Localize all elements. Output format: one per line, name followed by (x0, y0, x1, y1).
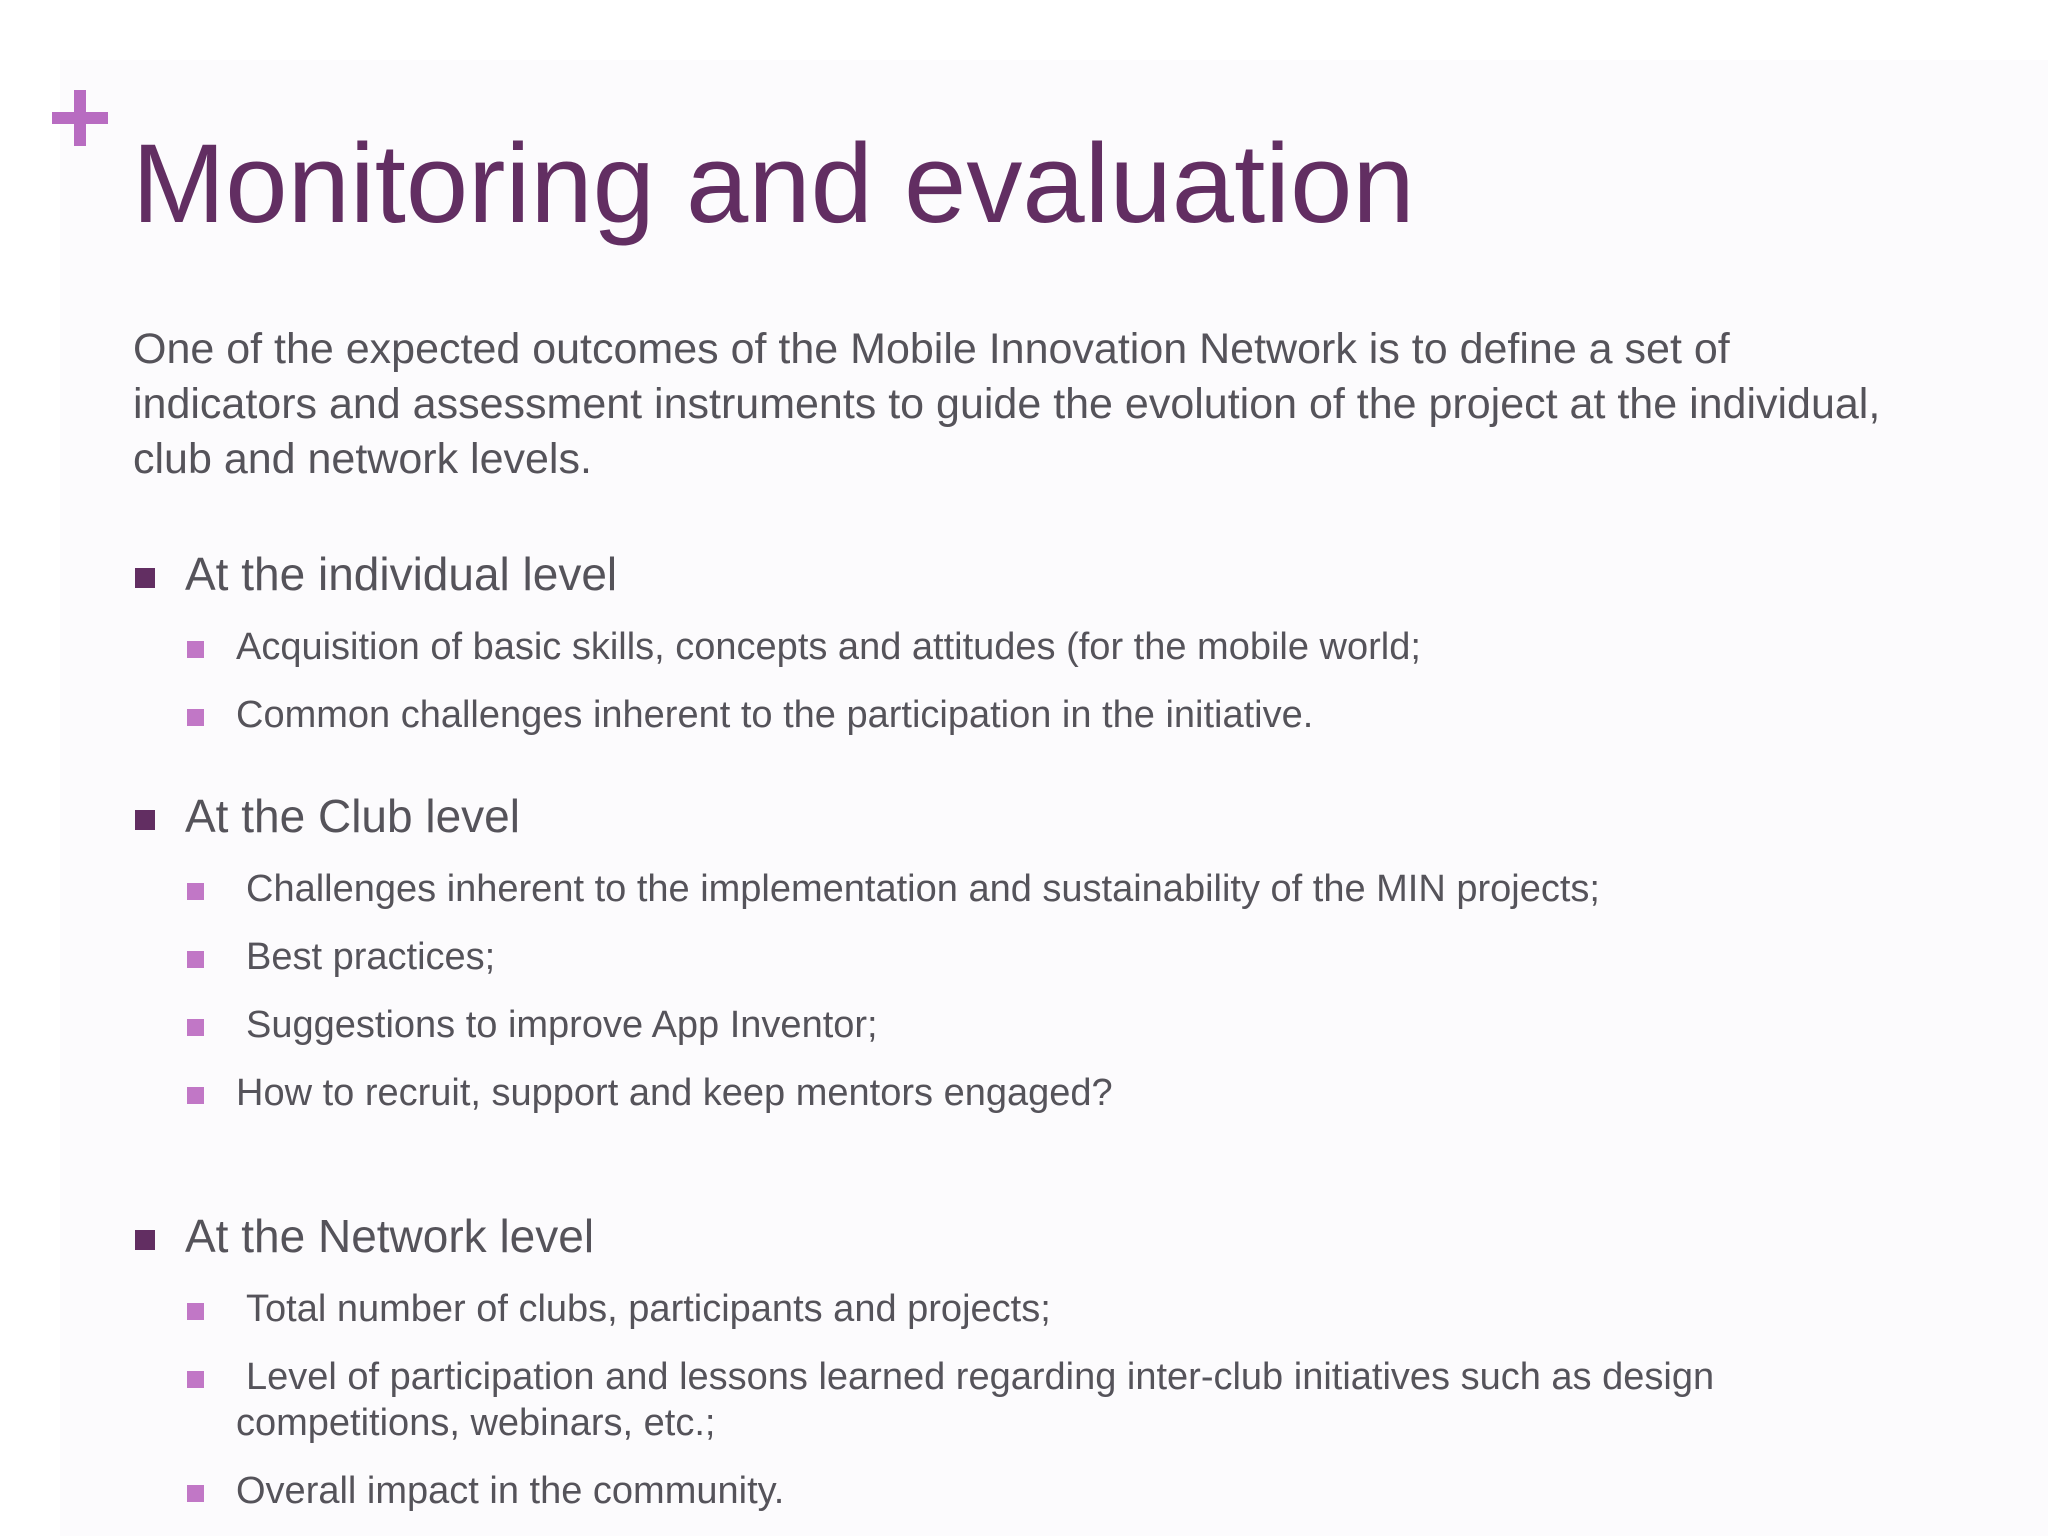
slide-title: Monitoring and evaluation (132, 121, 1415, 246)
section-heading (134, 1208, 1934, 1264)
list-item-text: Suggestions to improve App Inventor; (246, 1004, 878, 1046)
section-club-level (134, 788, 1934, 1116)
square-bullet-icon (187, 883, 204, 900)
section-heading-text: At the Club level (185, 790, 520, 842)
list-item (134, 1002, 1946, 1048)
list-item (134, 624, 1936, 670)
square-bullet-icon (187, 1371, 204, 1388)
square-bullet-icon (187, 1019, 204, 1036)
list-item (134, 934, 1946, 980)
list-item (134, 692, 1936, 738)
list-item-text: Level of participation and lessons learned regarding inter-club initiatives such as design (246, 1356, 1715, 1398)
list-item (134, 1286, 1946, 1332)
plus-icon (52, 90, 108, 146)
list-item-text: Common challenges inherent to the participation in the initiative. (236, 694, 1314, 736)
section-item-list (134, 866, 1934, 1116)
section-heading (134, 788, 1934, 844)
square-bullet-icon (187, 641, 204, 658)
section-network-level (134, 1208, 1934, 1514)
list-item-text: How to recruit, support and keep mentors engaged? (236, 1072, 1113, 1114)
square-bullet-icon (187, 951, 204, 968)
list-item-text: Challenges inherent to the implementation and sustainability of the MIN projects; (246, 868, 1600, 910)
square-bullet-icon (135, 810, 155, 830)
list-item-text: Acquisition of basic skills, concepts and attitudes (for the mobile world; (236, 626, 1421, 668)
square-bullet-icon (187, 1485, 204, 1502)
square-bullet-icon (187, 1087, 204, 1104)
list-item (134, 866, 1946, 912)
square-bullet-icon (135, 568, 155, 588)
list-item-text-continuation: competitions, webinars, etc.; (236, 1402, 716, 1444)
list-item-text: Best practices; (246, 936, 496, 978)
section-individual-level (134, 546, 1934, 738)
square-bullet-icon (135, 1230, 155, 1250)
list-item (134, 1468, 1936, 1514)
square-bullet-icon (187, 709, 204, 726)
intro-paragraph: One of the expected outcomes of the Mobile Innovation Network is to define a set of indicators and assessment instruments to guide the evolution of the project at the individual, club and network levels. (133, 325, 1881, 483)
section-item-list (134, 624, 1934, 738)
square-bullet-icon (187, 1303, 204, 1320)
list-item (134, 1354, 1946, 1446)
list-item-text: Total number of clubs, participants and projects; (246, 1288, 1051, 1330)
list-item-text: Overall impact in the community. (236, 1470, 785, 1512)
section-heading (134, 546, 1934, 602)
section-heading-text: At the individual level (185, 548, 618, 600)
section-item-list (134, 1286, 1934, 1514)
list-item (134, 1070, 1936, 1116)
section-heading-text: At the Network level (185, 1210, 595, 1262)
